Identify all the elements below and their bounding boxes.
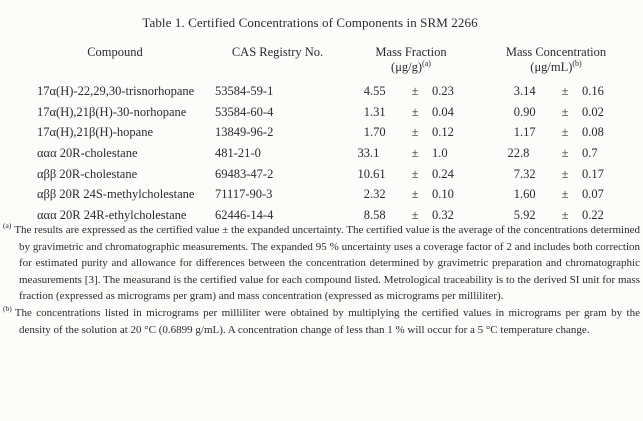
table-row: [37, 167, 640, 188]
table-body: [37, 84, 640, 229]
mass-fraction-value: 2 .32: [363, 187, 386, 202]
mass-concentration-value: 0 .90: [513, 104, 536, 119]
cas-number: 53584-59-1: [215, 84, 274, 98]
mass-concentration-cell: [490, 125, 640, 140]
mass-concentration-uncertainty: 0.17: [582, 166, 604, 181]
mass-fraction-value: 1 .70: [363, 125, 386, 140]
mass-concentration-uncertainty: 0.08: [582, 125, 604, 140]
mass-fraction-uncertainty: 0.10: [432, 187, 454, 202]
mass-fraction-cell: [340, 146, 482, 161]
compound-name: 17α(H),21β(H)-30-norhopane: [37, 104, 187, 119]
footnotes: [3, 222, 640, 338]
cas-number: 13849-96-2: [215, 125, 274, 140]
cas-number: 481-21-0: [215, 146, 261, 161]
footnote-b: [3, 305, 640, 338]
mass-concentration-value: 7 .32: [513, 166, 536, 181]
footnote-a-marker: (a): [3, 221, 12, 231]
mass-fraction-cell: [340, 208, 482, 223]
compound-name: ααα 20R-cholestane: [37, 146, 138, 161]
mass-concentration-cell: [490, 187, 640, 202]
mass-fraction-value: 1 .31: [363, 104, 386, 119]
mass-fraction-uncertainty: 0.24: [432, 166, 454, 181]
cas-number: 71117-90-3: [215, 187, 273, 202]
plus-minus-sign: ±: [561, 208, 569, 223]
mass-fraction-cell: [340, 84, 482, 99]
mass-fraction-value: 10 .61: [357, 166, 386, 181]
mass-concentration-uncertainty: 0.02: [582, 104, 604, 119]
mass-concentration-label: Mass Concentration: [505, 45, 607, 59]
compound-name: αββ 20R 24S-methylcholestane: [37, 187, 195, 202]
plus-minus-sign: ±: [411, 146, 419, 161]
mass-fraction-uncertainty: 1.0: [432, 146, 448, 161]
footnote-ref-b: (b): [572, 58, 582, 68]
column-header-mass-concentration: [490, 45, 640, 75]
mass-fraction-label: Mass Fraction: [375, 45, 447, 59]
mass-concentration-uncertainty: 0.16: [582, 84, 604, 98]
cas-number: 53584-60-4: [215, 104, 274, 119]
compound-name: αββ 20R-cholestane: [37, 166, 138, 181]
plus-minus-sign: ±: [561, 146, 569, 161]
column-header-mass-fraction: [340, 45, 482, 75]
footnote-b-marker: (b): [3, 304, 12, 314]
mass-fraction-cell: [340, 187, 482, 202]
column-header-compound: Compound: [87, 45, 143, 59]
mass-concentration-uncertainty: 0.07: [582, 187, 604, 202]
table-row: [37, 187, 640, 208]
mass-concentration-cell: [490, 105, 640, 120]
plus-minus-sign: ±: [411, 166, 419, 181]
mass-concentration-cell: [490, 146, 640, 161]
plus-minus-sign: ±: [561, 84, 569, 98]
mass-concentration-cell: [490, 84, 640, 99]
mass-fraction-value: 33 .1: [357, 146, 380, 161]
column-gap: [482, 45, 490, 75]
compound-name: 17α(H)-22,29,30-trisnorhopane: [37, 84, 195, 98]
mass-fraction-uncertainty: 0.12: [432, 125, 454, 140]
table-title: Table 1. Certified Concentrations of Components in SRM 2266: [142, 15, 478, 30]
table-row: [37, 146, 640, 167]
mass-concentration-uncertainty: 0.22: [582, 208, 604, 223]
plus-minus-sign: ±: [411, 125, 419, 140]
mass-concentration-value: 5 .92: [513, 208, 536, 223]
plus-minus-sign: ±: [411, 104, 419, 119]
mass-fraction-cell: [340, 105, 482, 120]
footnote-a-text: The results are expressed as the certified value ± the expanded uncertainty. The certified value is the average of the concentrations determined by gravimetric and chromatographic measurements. The expanded 95 % uncertainty uses a coverage factor of 2 and includes both correction for estimated purity and allowance for differences between the concentration determined by gravimetric preparation and chromatographic measurements [3]. The measurand is the certified value for each compound listed. Metrological traceability is to the derived SI unit for mass fraction (expressed as micrograms per gram) and mass concentration (expressed as micrograms per milliliter).: [14, 224, 640, 303]
plus-minus-sign: ±: [561, 187, 569, 202]
mass-concentration-value: 3 .14: [513, 84, 536, 98]
footnote-b-text: The concentrations listed in micrograms per milliliter were obtained by multiplying the certified values in micrograms per gram by the density of the solution at 20 °C (0.6899 g/mL). A concentration change of less than 1 % will occur for a 5 °C temperature change.: [14, 306, 640, 336]
plus-minus-sign: ±: [411, 84, 419, 98]
table-row: [37, 105, 640, 126]
mass-concentration-cell: [490, 167, 640, 182]
footnote-a: [3, 222, 640, 305]
mass-fraction-uncertainty: 0.04: [432, 104, 454, 119]
compound-name: ααα 20R 24R-ethylcholestane: [37, 208, 187, 223]
plus-minus-sign: ±: [561, 125, 569, 140]
mass-concentration-value: 22 .8: [507, 146, 530, 161]
footnote-ref-a: (a): [422, 58, 431, 68]
mass-concentration-value: 1 .17: [513, 125, 536, 140]
mass-concentration-cell: [490, 208, 640, 223]
mass-fraction-unit: (μg/g)$^{(a)}$: [391, 58, 431, 74]
mass-fraction-cell: [340, 167, 482, 182]
mass-fraction-value: 4 .55: [363, 84, 386, 98]
compound-name: 17α(H),21β(H)-hopane: [37, 125, 153, 140]
mass-concentration-unit: (μg/mL)$^{(b)}$: [530, 58, 582, 74]
plus-minus-sign: ±: [411, 187, 419, 202]
mass-concentration-value: 1 .60: [513, 187, 536, 202]
mass-fraction-value: 8 .58: [363, 208, 386, 223]
mass-fraction-uncertainty: 0.32: [432, 208, 454, 223]
plus-minus-sign: ±: [561, 104, 569, 119]
mass-concentration-uncertainty: 0.7: [582, 146, 598, 161]
cas-number: 62446-14-4: [215, 208, 274, 223]
plus-minus-sign: ±: [561, 166, 569, 181]
table-row: [37, 125, 640, 146]
table-row: [37, 84, 640, 105]
plus-minus-sign: ±: [411, 208, 419, 223]
mass-fraction-uncertainty: 0.23: [432, 84, 454, 98]
cas-number: 69483-47-2: [215, 166, 274, 181]
column-header-cas: CAS Registry No.: [231, 45, 324, 59]
mass-fraction-cell: [340, 125, 482, 140]
table-header-row: [37, 45, 640, 75]
